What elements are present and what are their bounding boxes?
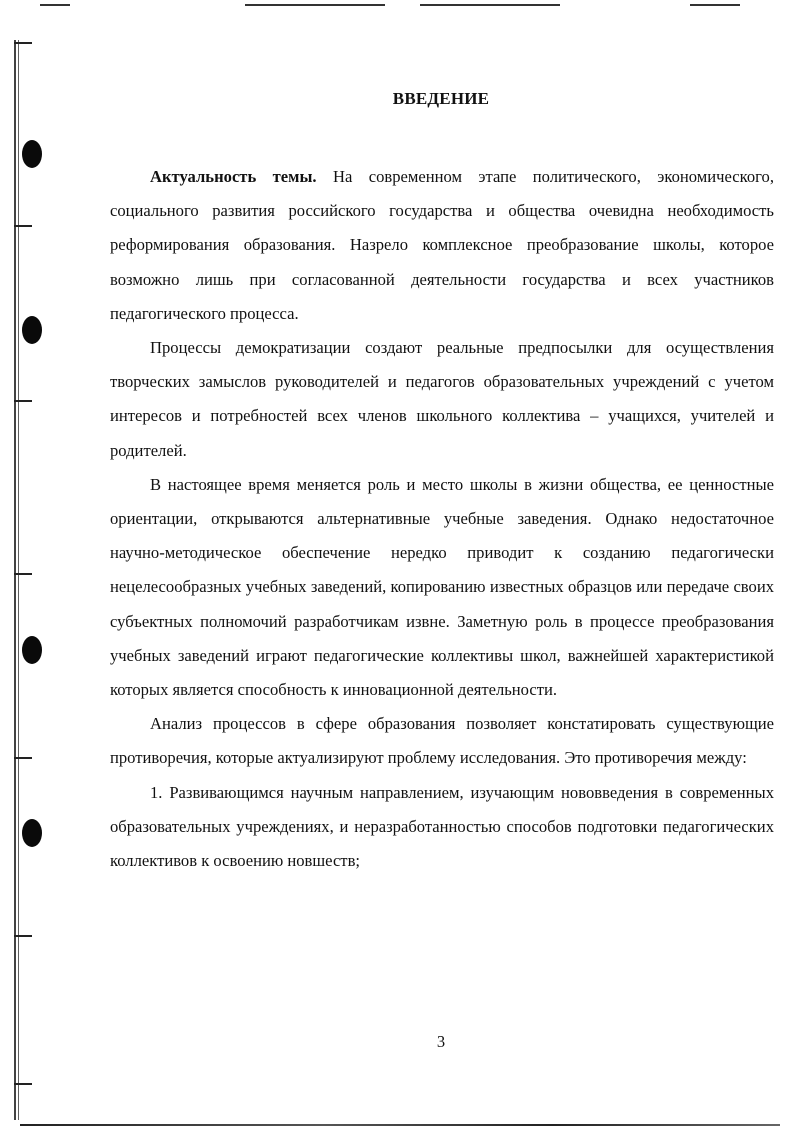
scan-line-top: [245, 4, 385, 6]
scan-mark: [14, 42, 32, 50]
paragraph-contradiction-1: 1. Развивающимся научным направлением, изучающим нововведения в современных образовательных учреждениях, и неразработанностью способов подготовки педагогических коллективов к освоению новшеств;: [110, 782, 774, 871]
paragraph-lead: Актуальность темы.: [150, 167, 317, 186]
body-text: [110, 160, 774, 878]
paragraph-text: На современном этапе политического, экономического, социального развития российского государства и общества очевидна необходимость реформирования образования. Назрело комплексное преобразование школы, которое возможно лишь при согласованной деятельности государства и всех участников педагогического процесса.: [110, 167, 774, 323]
scan-line-top: [690, 4, 740, 6]
punch-hole: [22, 316, 42, 344]
scan-line-bottom: [20, 1124, 780, 1126]
paragraph-analysis: Анализ процессов в сфере образования позволяет констатировать существующие противоречия, которые актуализируют проблему исследования. Это противоречия между:: [110, 714, 774, 768]
punch-hole: [22, 636, 42, 664]
scan-line-top: [40, 4, 70, 6]
scan-mark: [14, 400, 32, 408]
page-number: 3: [436, 1032, 446, 1051]
paragraph-school-role: В настоящее время меняется роль и место школы в жизни общества, ее ценностные ориентации, открываются альтернативные учебные заведения. Однако недостаточное научно-методическое обеспечение нередко приводит к созданию педагогически нецелесообразных учебных заведений, копированию известных образцов или передаче своих субъектных полномочий разработчикам извне. Заметную роль в процессе преобразования учебных заведений играют педагогические коллективы школ, важнейшей характеристикой которых является способность к инновационной деятельности.: [110, 474, 774, 700]
scan-mark: [14, 935, 32, 943]
scan-mark: [14, 1083, 32, 1091]
punch-hole: [22, 140, 42, 168]
page-title: ВВЕДЕНИЕ: [392, 89, 490, 108]
paragraph-relevance: [110, 160, 774, 331]
scan-mark: [14, 757, 32, 765]
scan-line-top: [420, 4, 560, 6]
punch-hole: [22, 819, 42, 847]
scan-mark: [14, 573, 32, 581]
paragraph-democratization: Процессы демократизации создают реальные предпосылки для осуществления творческих замыслов руководителей и педагогов образовательных учреждений с учетом интересов и потребностей всех членов школьного коллектива – учащихся, учителей и родителей.: [110, 338, 774, 460]
scan-mark: [14, 225, 32, 233]
